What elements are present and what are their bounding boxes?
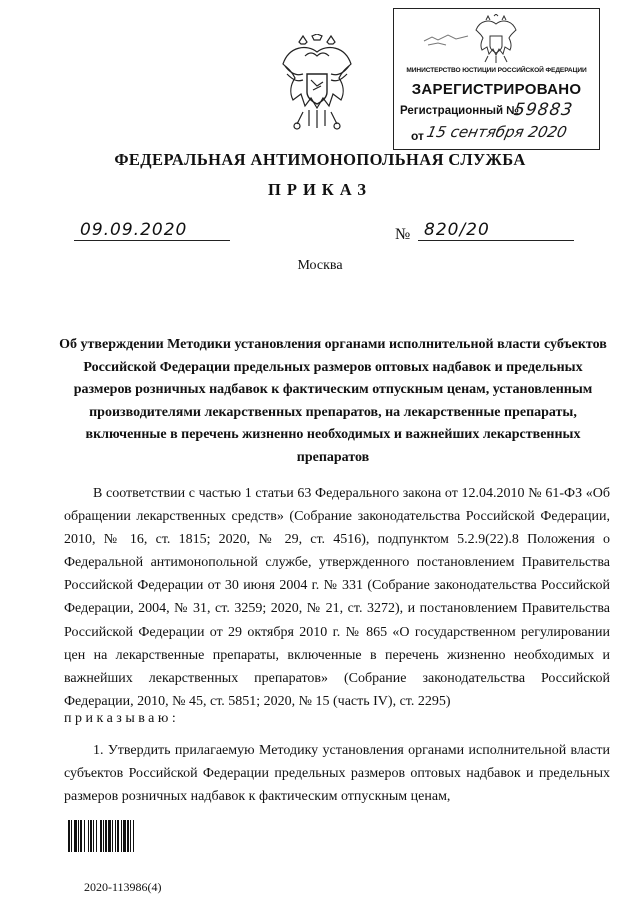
- stamp-regdate-label: от: [411, 129, 424, 143]
- agency-name: ФЕДЕРАЛЬНАЯ АНТИМОНОПОЛЬНАЯ СЛУЖБА: [114, 150, 526, 169]
- preamble-paragraph: В соответствии с частью 1 статьи 63 Федерального закона от 12.04.2010 № 61-ФЗ «Об обращении лекарственных средств» (Собрание законодательства Российской Федерации, 2010, № 16, ст. 1815; 2020, № 29, ст. 4516), подпунктом 5.2.9(22).8 Положения о Федеральной антимонопольной службе, утвержденного постановлением Правительства Российской Федерации от 30 июня 2004 г. № 331 (Собрание законодательства Российской Федерации, 2004, № 31, ст. 3259; 2020, № 21, ст. 3272), и постановлением Правительства Российской Федерации от 29 октября 2010 г. № 865 «О государственном регулировании цен на лекарственные препараты, включенные в перечень жизненно необходимых и важнейших лекарственных препаратов» (Собрание законодательства Российской Федерации, 2010, № 45, ст. 5851; 2020, № 15 (часть IV), ст. 2295): [64, 486, 610, 709]
- order-date: 09.09.2020: [74, 220, 230, 241]
- document-title: Об утверждении Методики установления органами исполнительной власти субъектов Российской Федерации предельных размеров оптовых надбавок и предельных размеров розничных надбавок к фактическим отпускным ценам, установленным производителями лекарственных препаратов, на лекарственные препараты, включенные в перечень жизненно необходимых и важнейших лекарственных препаратов: [59, 337, 607, 465]
- stamp-ink-smudge: [422, 29, 472, 49]
- stamp-coat-of-arms-icon: [472, 14, 520, 64]
- order-item-1: 1. Утвердить прилагаемую Методику установления органами исполнительной власти субъектов Российской Федерации предельных размеров оптовых надбавок и предельных размеров розничных надбавок к фактическим отпускным ценам,: [64, 743, 610, 805]
- stamp-regno-label: Регистрационный №: [400, 105, 520, 117]
- order-number-label: №: [395, 226, 411, 243]
- order-number: 820/20: [418, 220, 574, 241]
- city: Москва: [297, 258, 343, 273]
- stamp-registered-text: ЗАРЕГИСТРИРОВАНО: [411, 81, 582, 98]
- stamp-regdate-value: 15 сентября 2020: [425, 123, 569, 141]
- registration-stamp: [393, 8, 600, 150]
- order-word: приказываю:: [64, 711, 180, 726]
- document-id: 2020-113986(4): [84, 880, 162, 894]
- document-type: ПРИКАЗ: [268, 180, 372, 199]
- barcode-icon: [68, 820, 164, 852]
- coat-of-arms-icon: [277, 34, 357, 134]
- stamp-ministry-text: МИНИСТЕРСТВО ЮСТИЦИИ РОССИЙСКОЙ ФЕДЕРАЦИИ: [406, 67, 587, 74]
- stamp-regno-value: 59883: [512, 100, 575, 120]
